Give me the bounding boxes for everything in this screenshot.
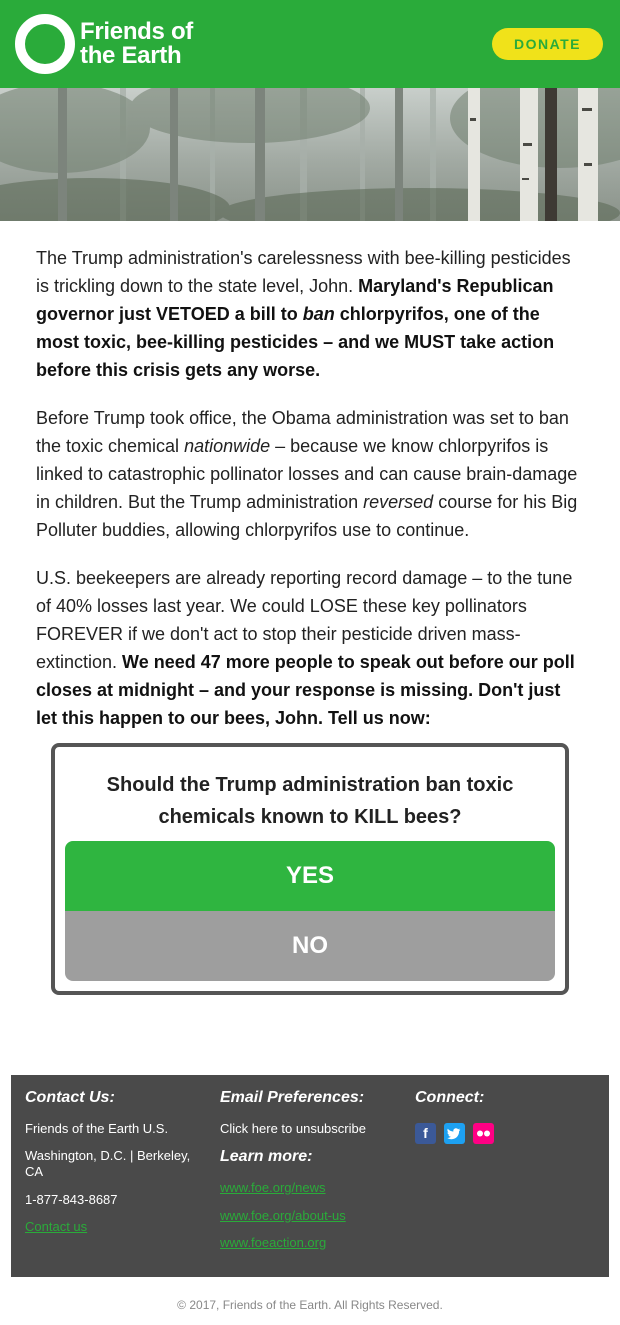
paragraph-2-text-a: Before Trump took office, the Obama administration was set to ban the toxic chemical bbox=[36, 408, 569, 456]
news-link[interactable]: www.foe.org/news bbox=[220, 1180, 326, 1195]
paragraph-3-bold: We need 47 more people to speak out before our poll closes at midnight – and your response is missing. Don't just let this happen to our bees, John. Tell us now: bbox=[36, 652, 575, 728]
paragraph-1 bbox=[36, 244, 584, 384]
header-bar bbox=[0, 0, 620, 88]
org-phone: 1-877-843-8687 bbox=[25, 1192, 118, 1207]
donate-button[interactable]: DONATE bbox=[492, 28, 603, 60]
org-locations: Washington, D.C. | Berkeley, CA bbox=[25, 1148, 191, 1179]
contact-heading: Contact Us: bbox=[25, 1089, 115, 1106]
paragraph-2-text-c: course for his Big Polluter buddies, allowing chlorpyrifos use to continue. bbox=[36, 492, 578, 540]
unsubscribe-link[interactable]: Click here to unsubscribe bbox=[220, 1121, 366, 1136]
paragraph-2-text-b: – because we know chlorpyrifos is linked to catastrophic pollinator losses and can cause brain-damage in children. But the Trump administration bbox=[36, 436, 578, 512]
logo-line-1: Friends of bbox=[80, 18, 194, 45]
copyright-notice: © 2017, Friends of the Earth. All Rights Reserved. bbox=[177, 1298, 443, 1312]
paragraph-2 bbox=[36, 404, 584, 544]
flickr-icon[interactable] bbox=[473, 1123, 494, 1144]
email-preferences-heading: Email Preferences: bbox=[220, 1089, 365, 1106]
paragraph-2-emphasis-1: nationwide bbox=[184, 436, 271, 456]
paragraph-1-bold-b: chlorpyrifos, one of the most toxic, bee-killing pesticides – and we MUST take action before this crisis gets any worse. bbox=[36, 304, 555, 380]
twitter-icon[interactable] bbox=[444, 1123, 465, 1144]
yes-button[interactable]: YES bbox=[65, 841, 555, 911]
article-body bbox=[36, 244, 584, 752]
foeaction-link[interactable]: www.foeaction.org bbox=[220, 1235, 327, 1250]
forest-illustration bbox=[0, 88, 620, 221]
connect-heading: Connect: bbox=[415, 1089, 485, 1106]
paragraph-2-emphasis-2: reversed bbox=[363, 492, 434, 512]
paragraph-3-text: U.S. beekeepers are already reporting record damage – to the tune of 40% losses last year. We could LOSE these key pollinators FOREVER if we don't act to stop their pesticide driven mass-extinction. bbox=[36, 568, 573, 672]
poll-question: Should the Trump administration ban toxic chemicals known to KILL bees? bbox=[106, 774, 514, 828]
logo-ring-icon bbox=[15, 14, 75, 74]
twitter-bird-icon bbox=[444, 1123, 465, 1144]
flickr-dots-icon bbox=[473, 1123, 494, 1144]
logo-line-2: the Earth bbox=[80, 42, 182, 69]
hero-forest-image bbox=[0, 88, 620, 221]
facebook-icon[interactable]: f bbox=[415, 1123, 436, 1144]
learn-more-heading: Learn more: bbox=[220, 1148, 313, 1165]
footer bbox=[11, 1075, 609, 1277]
org-name: Friends of the Earth U.S. bbox=[25, 1121, 169, 1136]
contact-us-link[interactable]: Contact us bbox=[25, 1219, 88, 1234]
paragraph-3 bbox=[36, 564, 584, 732]
paragraph-1-bold-a: Maryland's Republican governor just VETOED a bill to bbox=[36, 276, 554, 324]
paragraph-1-emphasis: ban bbox=[302, 304, 335, 324]
paragraph-1-text: The Trump administration's carelessness with bee-killing pesticides is trickling down to the state level, John. bbox=[36, 248, 571, 296]
no-button[interactable]: NO bbox=[65, 911, 555, 981]
poll-box bbox=[51, 743, 569, 995]
about-us-link[interactable]: www.foe.org/about-us bbox=[220, 1208, 346, 1223]
logo-text bbox=[80, 20, 193, 68]
friends-of-the-earth-logo[interactable] bbox=[15, 14, 235, 74]
